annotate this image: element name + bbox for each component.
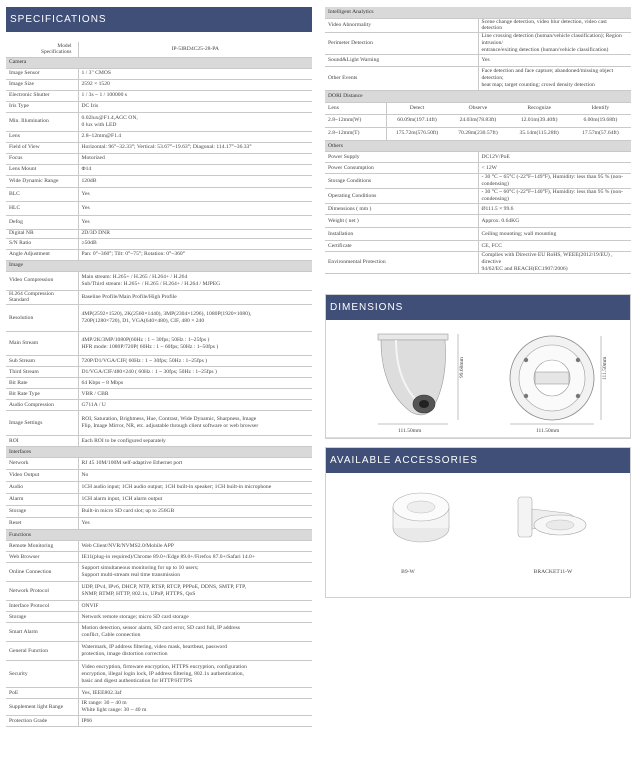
spec-row-image-sensor [6, 68, 312, 79]
spec-row-certificate [325, 241, 631, 252]
spec-label: Focus [6, 153, 78, 164]
spec-row-reset [6, 518, 312, 530]
dori-table [325, 91, 631, 141]
spec-row-iris-type [6, 101, 312, 112]
spec-value: No [78, 470, 312, 482]
dori-identify-cell: 6.00m(19.68ft) [570, 114, 631, 127]
spec-row-video-output [6, 470, 312, 482]
spec-value: VBR / CBR [78, 389, 312, 400]
spec-value: G711A / U [78, 400, 312, 411]
spec-row-other-events [325, 67, 631, 91]
spec-label: Angle Adjustment [6, 249, 78, 260]
section-header-functions [6, 530, 312, 541]
dori-detect-cell: 60.09m(197.14ft) [386, 114, 447, 127]
dori-lens-cell: 2.8~12mm(W) [325, 114, 386, 127]
spec-label: Bit Rate Type [6, 389, 78, 400]
spec-label: Security [6, 661, 78, 688]
spec-row-network-protocol [6, 582, 312, 601]
spec-value: D1/VGA/CIF/480×240 ( 60Hz : 1 ~ 30fps; 50Hz : 1~25fps ) [78, 367, 312, 378]
spec-value: 2.8~12mm@F1.4 [78, 131, 312, 142]
spec-label: Smart Alarm [6, 623, 78, 642]
spec-label: Resolution [6, 305, 78, 332]
spec-row-angle-adjustment [6, 249, 312, 260]
dori-row-tele [325, 127, 631, 140]
spec-value: Ceiling mounting; wall mounting [478, 228, 631, 241]
dori-header-lens: Lens [325, 102, 386, 114]
spec-value: Motion detection, sensor alarm, SD card error, SD card full, IP address conflict, Cable connection [78, 623, 312, 642]
spec-row-power-supply [325, 152, 631, 163]
accessories-banner: AVAILABLE ACCESSORIES [326, 448, 630, 473]
spec-label: Supplement light Range [6, 699, 78, 716]
section-title: Interfaces [6, 447, 312, 458]
spec-row-electronic-shutter [6, 90, 312, 101]
spec-label: Image Sensor [6, 68, 78, 79]
spec-label: Lens Mount [6, 164, 78, 175]
dori-title: DORI Distance [325, 91, 631, 102]
height-dimension-label: 99.60mm [459, 357, 465, 379]
spec-row-min-illumination [6, 112, 312, 131]
spec-row-lens-mount [6, 164, 312, 175]
specifications-banner: SPECIFICATIONS [6, 7, 312, 32]
dori-header-detect: Detect [386, 102, 447, 114]
spec-label: Sound&Light Warning [325, 55, 478, 67]
spec-value: 1CH audio input; 1CH audio output; 1CH built-in speaker; 1CH built-in microphone [78, 482, 312, 494]
wall-bracket-icon [518, 497, 586, 537]
spec-value: CE, FCC [478, 241, 631, 252]
spec-value: 2D/3D DNR [78, 229, 312, 238]
spec-row-sub-stream [6, 356, 312, 367]
spec-label: Video Compression [6, 271, 78, 290]
dori-detect-cell: 175.72m(576.50ft) [386, 127, 447, 140]
dori-lens-cell: 2.8~12mm(T) [325, 127, 386, 140]
spec-label: Network [6, 458, 78, 470]
spec-row-interface-protocol [6, 601, 312, 612]
dori-recognize-cell: 35.14m(115.28ft) [509, 127, 570, 140]
right-column [325, 7, 631, 598]
accessories-panel [325, 447, 631, 598]
spec-row-online-connection [6, 563, 312, 582]
spec-label: Image Size [6, 79, 78, 90]
spec-row-weight-net [325, 215, 631, 228]
section-title: Functions [6, 530, 312, 541]
spec-label: Certificate [325, 241, 478, 252]
spec-label: Image Settings [6, 411, 78, 436]
spec-row-audio-compression [6, 400, 312, 411]
section-header-image [6, 260, 312, 271]
spec-value: 120dB [78, 175, 312, 187]
spec-row-poe [6, 688, 312, 699]
accessories-drawing [326, 473, 630, 576]
spec-value: Watermark, IP address filtering, video mask, heartbeat, password protection, image distortion correction [78, 642, 312, 661]
section-header-camera [6, 57, 312, 68]
spec-row-field-of-view [6, 142, 312, 153]
section-title: Camera [6, 57, 312, 68]
spec-label: Storage [6, 506, 78, 518]
spec-label: Reset [6, 518, 78, 530]
spec-label: Environmental Protection [325, 252, 478, 274]
dimensions-panel [325, 294, 631, 439]
spec-value: Horizontal: 96°~32.33°; Vertical: 53.67°~19.63°; Diagonal: 114.17°~36.33° [78, 142, 312, 153]
dori-header-row [325, 102, 631, 114]
spec-value: Line crossing detection (human/vehicle classification); Region intrusion/ entrance/exiting detection (human/vehicle classification) [478, 33, 631, 55]
spec-value: Yes [78, 215, 312, 229]
spec-row-security [6, 661, 312, 688]
spec-value: - 30 °C ~ 65°C (-22°F~149°F), Humidity: less than 95 % (non-condensing) [478, 174, 631, 189]
spec-label: Installation [325, 228, 478, 241]
spec-value: ONVIF [78, 601, 312, 612]
spec-row-video-compression [6, 271, 312, 290]
analytics-table [325, 7, 631, 91]
spec-label: Defog [6, 215, 78, 229]
spec-label: Main Stream [6, 332, 78, 356]
spec-row-image-settings [6, 411, 312, 436]
section-title: Others [325, 141, 631, 152]
spec-label: Video Abnormality [325, 18, 478, 33]
spec-label: Digital NR [6, 229, 78, 238]
spec-value: Baseline Profile/Main Profile/High Profile [78, 290, 312, 305]
spec-value: Each ROI to be configured separately [78, 436, 312, 447]
spec-label: PoE [6, 688, 78, 699]
spec-value: ROI, Saturation, Brightness, Hue, Contrast, Wide Dynamic, Sharpness, Image Flip, Image Mirror, NR, etc. adjustable through client software or web browser [78, 411, 312, 436]
spec-row-bit-rate [6, 378, 312, 389]
spec-label: Power Consumption [325, 163, 478, 174]
spec-value: 2592 × 1520 [78, 79, 312, 90]
spec-row-blc [6, 187, 312, 201]
spec-label: Interface Protocol [6, 601, 78, 612]
spec-label: Remote Monitoring [6, 541, 78, 552]
others-table [325, 141, 631, 274]
spec-value: RJ 45 10M/100M self-adaptive Ethernet port [78, 458, 312, 470]
spec-row-power-consumption [325, 163, 631, 174]
spec-row-s-n-ratio [6, 238, 312, 249]
base-dimension-label: 111.50mm [536, 428, 560, 435]
spec-label: Alarm [6, 494, 78, 506]
spec-label: Network Protocol [6, 582, 78, 601]
spec-value: Φ14 [78, 164, 312, 175]
accessories-area [326, 473, 630, 597]
spec-row-alarm [6, 494, 312, 506]
spec-row-dimensions-mm [325, 204, 631, 215]
spec-value: Yes [78, 518, 312, 530]
spec-label: Weight ( net ) [325, 215, 478, 228]
spec-value: Ø111.5 × 99.6 [478, 204, 631, 215]
spec-value: Yes [478, 55, 631, 67]
spec-value: Support simultaneous monitoring for up to 10 users; Support multi-stream real time transmission [78, 563, 312, 582]
spec-row-perimeter-detection [325, 33, 631, 55]
model-number: IP-5IRD4C25-28-PA [78, 42, 312, 57]
spec-label: Protection Grade [6, 716, 78, 727]
spec-row-installation [325, 228, 631, 241]
model-header-row [6, 42, 312, 57]
spec-label: H.264 Compression Standard [6, 290, 78, 305]
spec-value: Motorized [78, 153, 312, 164]
spec-label: Storage [6, 612, 78, 623]
spec-label: Field of View [6, 142, 78, 153]
spec-value: Yes [78, 187, 312, 201]
section-title: Intelligent Analytics [325, 7, 631, 18]
spec-label: Operating Conditions [325, 189, 478, 204]
spec-label: BLC [6, 187, 78, 201]
width-dimension-label: 111.50mm [398, 428, 422, 435]
spec-row-protection-grade [6, 716, 312, 727]
spec-row-image-size [6, 79, 312, 90]
spec-row-storage [6, 506, 312, 518]
spec-row-environmental-protection [325, 252, 631, 274]
spec-value: 1 / 3" CMOS [78, 68, 312, 79]
mount-dimension-label: 111.50mm [602, 357, 608, 381]
spec-label: Power Supply [325, 152, 478, 163]
spec-label: Dimensions ( mm ) [325, 204, 478, 215]
spec-value: Complies with Directive EU RoHS, WEEE(2012/19/EU) , directive 94/62/EC and REACH(EC1907/2006) [478, 252, 631, 274]
spec-row-operating-conditions [325, 189, 631, 204]
spec-value: 0.02lux@F1.4,AGC ON, 0 lux with LED [78, 112, 312, 131]
spec-value: IR range: 30 ~ 40 m White light range: 30 ~ 40 m [78, 699, 312, 716]
spec-row-defog [6, 215, 312, 229]
section-header-intelligent-analytics [325, 7, 631, 18]
spec-value: < 12W [478, 163, 631, 174]
spec-row-bit-rate-type [6, 389, 312, 400]
spec-value: Web Client/NVR/NVMS2.0/Mobile APP [78, 541, 312, 552]
spec-value: DC12V/PoE [478, 152, 631, 163]
dori-observe-cell: 70.28m(230.57ft) [447, 127, 508, 140]
specifications-column [6, 7, 312, 727]
section-title: Image [6, 260, 312, 271]
spec-value: Network remote storage; micro SD card storage [78, 612, 312, 623]
spec-row-hlc [6, 201, 312, 215]
spec-row-general-function [6, 642, 312, 661]
spec-label: Wide Dynamic Range [6, 175, 78, 187]
dori-recognize-cell: 12.01m(39.40ft) [509, 114, 570, 127]
dori-header-recognize: Recognize [509, 102, 570, 114]
spec-row-digital-nr [6, 229, 312, 238]
spec-row-video-abnormality [325, 18, 631, 33]
dori-header-identify: Identify [570, 102, 631, 114]
spec-label: Min. Illumination [6, 112, 78, 131]
spec-label: Online Connection [6, 563, 78, 582]
spec-row-sound-light-warning [325, 55, 631, 67]
spec-row-storage-conditions [325, 174, 631, 189]
spec-label: S/N Ratio [6, 238, 78, 249]
spec-label: HLC [6, 201, 78, 215]
junction-box-icon [393, 493, 449, 542]
spec-value: Yes, IEEE802.3af [78, 688, 312, 699]
spec-label: Sub Stream [6, 356, 78, 367]
dori-identify-cell: 17.57m(57.64ft) [570, 127, 631, 140]
spec-row-focus [6, 153, 312, 164]
spec-value: IP66 [78, 716, 312, 727]
spec-label: Storage Conditions [325, 174, 478, 189]
spec-row-resolution [6, 305, 312, 332]
spec-value: IE11(plug-in required)/Chrome 89.0+/Edge 89.0+/Firefox 87.0+/Safari 14.0+ [78, 552, 312, 563]
spec-row-wide-dynamic-range [6, 175, 312, 187]
spec-row-roi [6, 436, 312, 447]
spec-row-remote-monitoring [6, 541, 312, 552]
spec-label: Iris Type [6, 101, 78, 112]
spec-label: Audio [6, 482, 78, 494]
spec-label: Electronic Shutter [6, 90, 78, 101]
spec-label: General Function [6, 642, 78, 661]
accessory-label: B9-W [401, 569, 415, 576]
spec-value: Approx. 0.64KG [478, 215, 631, 228]
spec-row-lens [6, 131, 312, 142]
dori-title-row [325, 91, 631, 102]
spec-row-main-stream [6, 332, 312, 356]
spec-label: Other Events [325, 67, 478, 91]
spec-value: 720P/D1/VGA/CIF( 60Hz : 1 ~ 30fps; 50Hz : 1~25fps ) [78, 356, 312, 367]
spec-label: Perimeter Detection [325, 33, 478, 55]
spec-row-web-browser [6, 552, 312, 563]
section-header-others [325, 141, 631, 152]
spec-value: 4MP(2592×1520), 2K(2560×1440), 3MP(2304×1296), 1080P(1920×1080), 720P(1280×720), D1, VGA(640×480), CIF, 480 × 240 [78, 305, 312, 332]
spec-value: Main stream: H.265+ / H.265 / H.264+ / H.264 Sub/Third stream: H.265+ / H.265 / H.264+ / H.264 / MJPEG [78, 271, 312, 290]
spec-label: Web Browser [6, 552, 78, 563]
spec-value: DC Iris [78, 101, 312, 112]
spec-row-audio [6, 482, 312, 494]
spec-row-storage [6, 612, 312, 623]
accessory-label: BRACKET11-W [533, 569, 573, 576]
spec-value: 64 Kbps ~ 8 Mbps [78, 378, 312, 389]
dori-header-observe: Observe [447, 102, 508, 114]
spec-value: Built-in micro SD card slot; up to 256GB [78, 506, 312, 518]
spec-label: Audio Compression [6, 400, 78, 411]
spec-value: Scene change detection, video blur detection, video cast detection [478, 18, 631, 33]
spec-row-h-264-compression-standard [6, 290, 312, 305]
section-header-interfaces [6, 447, 312, 458]
spec-row-smart-alarm [6, 623, 312, 642]
spec-value: 1CH alarm input, 1CH alarm output [78, 494, 312, 506]
spec-label: Bit Rate [6, 378, 78, 389]
spec-value: - 30 °C ~ 60°C (-22°F~140°F), Humidity: less than 95 % (non-condensing) [478, 189, 631, 204]
spec-label: ROI [6, 436, 78, 447]
spec-value: Face detection and face capture; abandoned/missing object detection; heat map; target counting; crowd density detection [478, 67, 631, 91]
spec-row-supplement-light-range [6, 699, 312, 716]
camera-dimension-drawing-icon [326, 320, 630, 438]
spec-label: Lens [6, 131, 78, 142]
spec-value: Video encryption, firmware encryption, HTTPS encryption, configuration encryption, illegal login lock, IP address filtering, 802.1x authentication, basic and digest authentication for HTTP/HTTPS [78, 661, 312, 688]
spec-label: Video Output [6, 470, 78, 482]
model-header-key: Model Specifications [6, 42, 78, 57]
spec-value: 4MP/2K/3MP/1080P(60Hz : 1 ~ 30fps; 50Hz : 1~25fps ) HFR mode: 1080P/720P( 60Hz : 1 ~ 60fps; 50Hz : 1~50fps ) [78, 332, 312, 356]
dimensions-banner: DIMENSIONS [326, 295, 630, 320]
spec-label: Third Stream [6, 367, 78, 378]
spec-row-network [6, 458, 312, 470]
spec-value: ≥50dB [78, 238, 312, 249]
dori-row-wide [325, 114, 631, 127]
spec-value: UDP, IPv4, IPv6, DHCP, NTP, RTSP, RTCP, PPPoE, DDNS, SMTP, FTP, SNMP, RTMP, HTTP, 802.1x, UPnP, HTTPS, QoS [78, 582, 312, 601]
spec-value: Pan: 0°~360°; Tilt: 0°~75°; Rotation: 0°~360° [78, 249, 312, 260]
spec-row-third-stream [6, 367, 312, 378]
spec-value: 1 / 3s ~ 1 / 100000 s [78, 90, 312, 101]
dori-observe-cell: 24.03m(78.83ft) [447, 114, 508, 127]
spec-table [6, 42, 312, 727]
spec-value: Yes [78, 201, 312, 215]
dimensions-drawing [326, 320, 630, 438]
